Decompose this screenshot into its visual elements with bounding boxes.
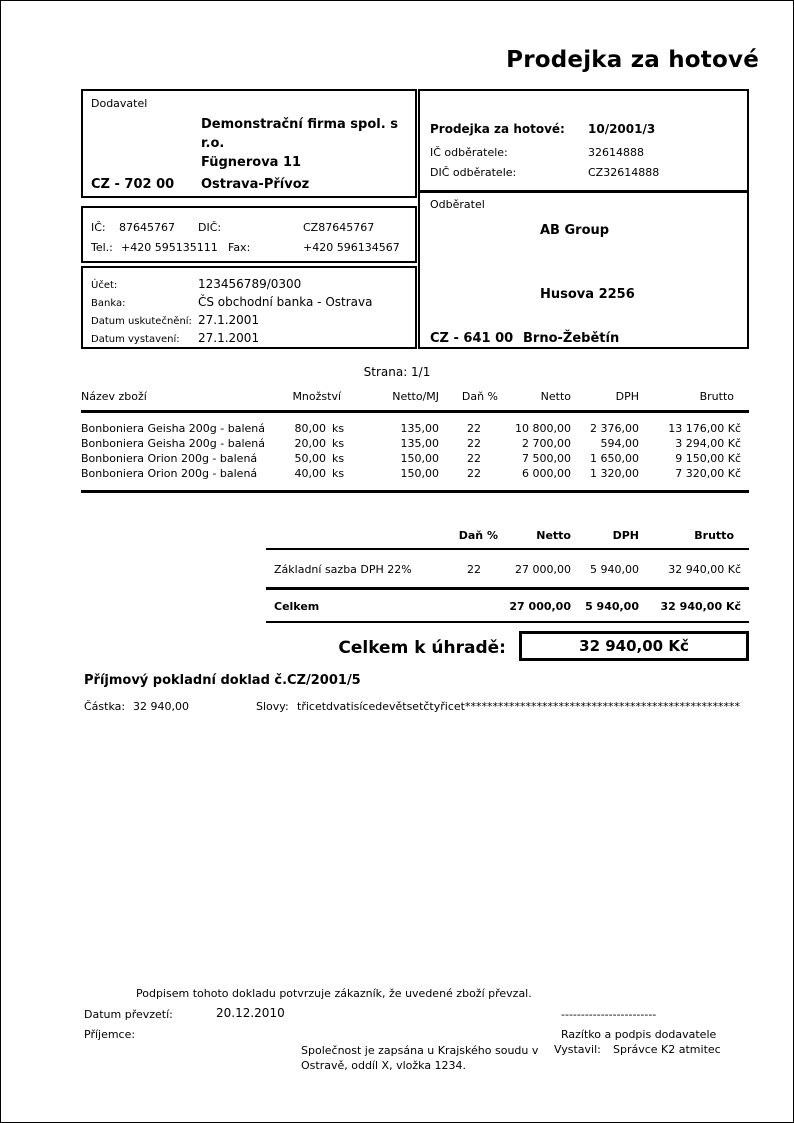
total-dph: 5 940,00: [571, 589, 639, 623]
total-netto: 27 000,00: [498, 589, 571, 623]
vat-rate-dph: 5 940,00: [571, 549, 639, 589]
account-label: Účet:: [91, 280, 118, 291]
items-table: [81, 390, 749, 493]
customer-dic-label: DIČ odběratele:: [430, 166, 517, 179]
summary-header-spacer: [266, 529, 426, 549]
col-header-unit-price: Netto/MJ: [361, 390, 439, 412]
document-title: Prodejka za hotové: [506, 47, 759, 73]
receipt-date-value: 20.12.2010: [216, 1006, 285, 1020]
supplier-city: Ostrava-Přívoz: [201, 177, 310, 192]
total-due-amount: 32 940,00 Kč: [579, 637, 689, 655]
summary-header-vat: Daň %: [426, 529, 498, 549]
col-header-netto: Netto: [498, 390, 571, 412]
item-name: Bonboniera Geisha 200g - balená: [81, 437, 266, 450]
supplier-contact-box: [81, 206, 417, 263]
vat-rate-label: Základní sazba DPH 22%: [266, 549, 426, 589]
total-vat-spacer: [426, 589, 498, 623]
supplier-fax-value: +420 596134567: [303, 241, 400, 254]
vat-rate-netto: 27 000,00: [498, 549, 571, 589]
item-row: [81, 436, 749, 451]
vat-summary-table: [266, 529, 749, 623]
item-unit-price: 135,00: [400, 437, 440, 450]
supplier-dic-value: CZ87645767: [303, 221, 375, 234]
supplier-name: [201, 115, 398, 172]
item-netto: 2 700,00: [522, 437, 572, 450]
customer-name: AB Group: [540, 223, 610, 238]
item-qty: 20,00: [294, 437, 326, 450]
item-dph: 1 650,00: [590, 452, 640, 465]
item-qty: 80,00: [294, 422, 326, 435]
item-vat: 22: [467, 452, 482, 465]
item-brutto: 3 294,00 Kč: [675, 437, 742, 450]
issued-by-value: Správce K2 atmitec: [613, 1043, 721, 1056]
supplier-tel-value: +420 595135111: [121, 241, 218, 254]
customer-street: Husova 2256: [540, 287, 635, 302]
summary-header-dph: DPH: [571, 529, 639, 549]
total-due-amount-box: [519, 631, 749, 661]
document-info-box: [418, 89, 749, 192]
signature-line: ------------------------: [561, 1008, 657, 1021]
item-unit-price: 150,00: [361, 466, 439, 492]
item-vat: 22: [467, 422, 482, 435]
item-netto: 6 000,00: [498, 466, 571, 492]
receipt-date-label: Datum převzetí:: [84, 1008, 173, 1021]
company-registration-line2: Ostravě, oddíl X, vložka 1234.: [301, 1059, 467, 1072]
item-brutto: 9 150,00 Kč: [675, 452, 742, 465]
page-number: Strana: 1/1: [363, 365, 431, 379]
receipt-words-value: třicetdvatisícedevětsetčtyřicet**************************************************: [297, 700, 740, 713]
item-unit: ks: [332, 437, 345, 450]
item-row: [81, 451, 749, 466]
receipt-amount-value: 32 940,00: [133, 700, 189, 713]
receipt-amount-label: Částka:: [84, 700, 126, 713]
customer-zip: CZ - 641 00: [430, 331, 514, 346]
supplier-zip: CZ - 702 00: [91, 177, 175, 192]
customer-dic-value: CZ32614888: [588, 166, 660, 179]
item-vat: 22: [439, 466, 498, 492]
item-unit: ks: [326, 466, 361, 492]
customer-city: Brno-Žebětín: [523, 331, 620, 346]
bank-name: ČS obchodní banka - Ostrava: [198, 295, 373, 309]
item-unit-price: 135,00: [400, 422, 440, 435]
recipient-label: Příjemce:: [84, 1028, 136, 1041]
total-brutto: 32 940,00 Kč: [639, 589, 749, 623]
col-header-dph: DPH: [571, 390, 639, 412]
items-header-row: [81, 390, 749, 412]
supplier-street: Fügnerova 11: [201, 155, 302, 170]
total-label: Celkem: [266, 589, 426, 623]
supplier-name-line2: r.o.: [201, 136, 225, 151]
vat-rate-percent: 22: [426, 549, 498, 589]
col-header-vat: Daň %: [439, 390, 498, 412]
total-row: [266, 589, 749, 623]
receipt-words-label: Slovy:: [256, 700, 289, 713]
supplier-name-line1: Demonstrační firma spol. s: [201, 117, 398, 132]
summary-header-brutto: Brutto: [639, 529, 749, 549]
supplier-box: [81, 89, 417, 198]
bank-box: [81, 266, 417, 349]
confirmation-text: Podpisem tohoto dokladu potvrzuje zákazník, že uvedené zboží převzal.: [136, 987, 532, 1000]
stamp-signature-note: Razítko a podpis dodavatele: [561, 1028, 717, 1041]
cash-receipt-title: Příjmový pokladní doklad č.CZ/2001/5: [84, 673, 361, 688]
company-registration-line1: Společnost je zapsána u Krajského soudu v: [301, 1044, 539, 1057]
col-header-qty: Množství: [286, 390, 361, 412]
summary-header-row: [266, 529, 749, 549]
customer-ic-label: IČ odběratele:: [430, 146, 508, 159]
col-header-brutto: Brutto: [639, 390, 749, 412]
vat-rate-brutto: 32 940,00 Kč: [639, 549, 749, 589]
item-vat: 22: [467, 437, 482, 450]
date-supply-label: Datum uskutečnění:: [91, 316, 192, 327]
doc-number-value: 10/2001/3: [588, 122, 656, 136]
item-brutto: 13 176,00 Kč: [668, 422, 742, 435]
item-name: Bonboniera Orion 200g - balená: [81, 466, 286, 492]
item-row: [81, 412, 749, 437]
item-unit-price: 150,00: [400, 452, 440, 465]
vat-rate-row: [266, 549, 749, 589]
supplier-tel-label: Tel.:: [91, 241, 113, 254]
item-dph: 1 320,00: [571, 466, 639, 492]
item-dph: 2 376,00: [590, 422, 640, 435]
supplier-fax-label: Fax:: [228, 241, 251, 254]
customer-box-label: Odběratel: [430, 198, 485, 211]
total-due-label: Celkem k úhradě:: [338, 638, 506, 658]
item-netto: 10 800,00: [515, 422, 572, 435]
item-unit: ks: [332, 452, 345, 465]
item-dph: 594,00: [600, 437, 640, 450]
supplier-ic-value: 87645767: [119, 221, 175, 234]
supplier-ic-label: IČ:: [91, 221, 106, 234]
account-value: 123456789/0300: [198, 277, 302, 291]
doc-number-label: Prodejka za hotové:: [430, 122, 565, 136]
item-netto: 7 500,00: [522, 452, 572, 465]
issued-by-label: Vystavil:: [554, 1043, 601, 1056]
item-name: Bonboniera Geisha 200g - balená: [81, 422, 266, 435]
item-brutto: 7 320,00 Kč: [639, 466, 749, 492]
item-qty: 40,00: [286, 466, 326, 492]
bank-label: Banka:: [91, 298, 126, 309]
item-qty: 50,00: [294, 452, 326, 465]
customer-ic-value: 32614888: [588, 146, 644, 159]
summary-header-netto: Netto: [498, 529, 571, 549]
customer-box: [418, 191, 749, 349]
date-supply-value: 27.1.2001: [198, 313, 260, 327]
supplier-dic-label: DIČ:: [198, 221, 222, 234]
date-issue-value: 27.1.2001: [198, 331, 260, 345]
date-issue-label: Datum vystavení:: [91, 334, 180, 345]
company-registration: [301, 1043, 551, 1073]
col-header-name: Název zboží: [81, 390, 286, 412]
supplier-box-label: Dodavatel: [91, 97, 148, 110]
item-row: [81, 466, 749, 492]
item-name: Bonboniera Orion 200g - balená: [81, 452, 258, 465]
item-unit: ks: [332, 422, 345, 435]
